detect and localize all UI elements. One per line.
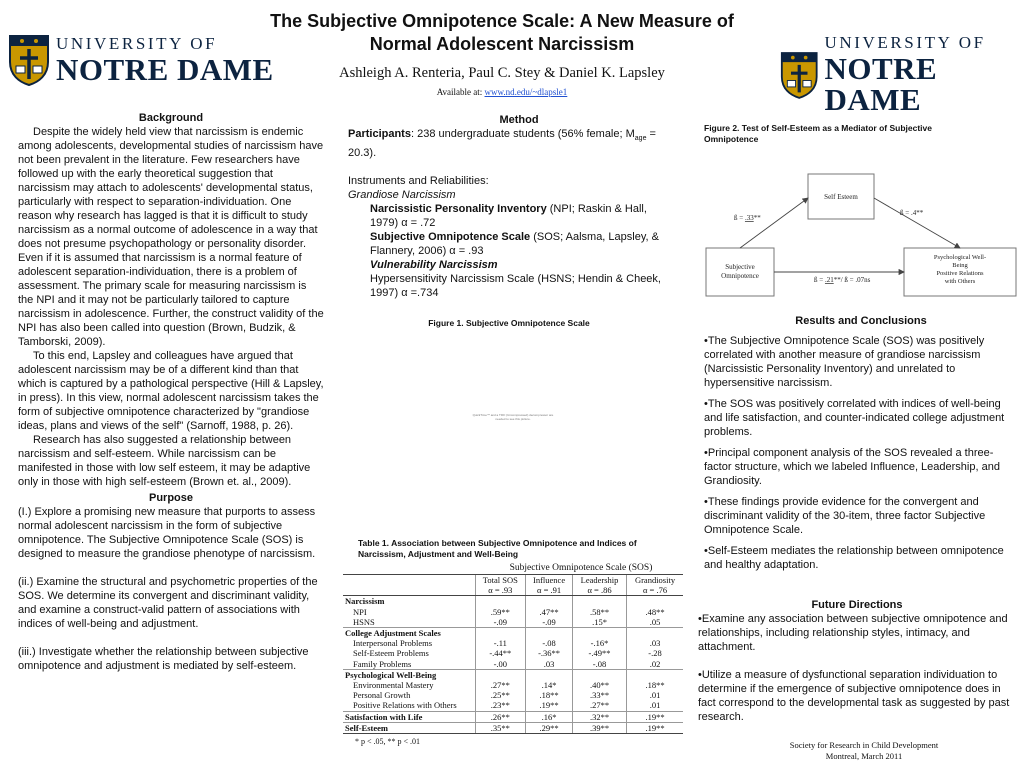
figure-1-caption: Figure 1. Subjective Omnipotence Scale (428, 318, 590, 328)
figure-1 (348, 318, 670, 532)
participants-text (348, 127, 670, 160)
cell-value: .18** (627, 680, 683, 690)
table-row (343, 596, 683, 607)
figure-2-caption: Figure 2. Test of Self-Esteem as a Mediator of Subjective Omnipotence (704, 123, 932, 144)
future-heading: Future Directions (811, 599, 903, 611)
table-row (343, 690, 683, 700)
table-row (343, 607, 683, 617)
row-label: Satisfaction with Life (343, 711, 475, 722)
cell-value: .58** (573, 607, 627, 617)
instruments-heading: Instruments and Reliabilities: (348, 175, 489, 188)
figure-1-placeholder: QuickTime™ and a TIFF (Uncompressed) decompressor are needed to see this picture. (472, 413, 554, 421)
path-a-coefficient (734, 214, 761, 222)
npi-label: Narcissistic Personality Inventory (370, 203, 547, 216)
logo-line-university-of: UNIVERSITY OF (56, 34, 218, 53)
table-row (343, 722, 683, 733)
path-c-value: .21 (824, 276, 834, 284)
pwb-label-line-1: Psychological Well- (933, 254, 987, 261)
cell-value: .03 (526, 659, 573, 670)
row-label: Environmental Mastery (353, 680, 434, 691)
footer-line-1: Society for Research in Child Development (789, 740, 939, 750)
cell-value: .14* (526, 680, 573, 690)
table-row (343, 700, 683, 711)
column-alpha: α = .91 (537, 585, 562, 596)
column-header (475, 575, 526, 596)
row-label: HSNS (353, 616, 375, 627)
cell-value: .23** (475, 700, 526, 711)
results-bullet-1: •The Subjective Omnipotence Scale (SOS) was positively correlated with another measure of grandiose narcissism (Narcissistic Personality Inventory) and unrelated to hypersensitive narcissism. (704, 335, 985, 389)
footer-line-2: Montreal, March 2011 (825, 751, 903, 761)
cell-value (475, 669, 526, 680)
cell-value: .32** (573, 711, 627, 722)
results-bullet-4: •These findings provide evidence for the convergent and discriminant validity of the 30-item, three factor Subjective Omnipotence Scale. (704, 496, 986, 536)
cell-value: .27** (573, 700, 627, 711)
future-bullet-1: •Examine any association between subjective omnipotence and relationships, including relationship styles, intimacy, and attachment. (698, 613, 1008, 653)
cell-value (526, 596, 573, 607)
npi-rest: (NPI; Raskin & Hall, 1979) α = .72 (370, 203, 647, 230)
cell-value: .15* (573, 617, 627, 628)
cell-value: -.09 (475, 617, 526, 628)
row-label: Narcissism (343, 596, 475, 607)
cell-value: .26** (475, 711, 526, 722)
available-at (240, 87, 764, 97)
table-row (343, 628, 683, 639)
background-paragraph-3: Research has also suggested a relationship between narcissism and self-esteem. While narcissism can be manifested in those with low self esteem, it may be adaptive only in those with high self-esteem (Brown et. al., 2009). (18, 434, 311, 488)
poster-footer (760, 740, 968, 762)
participants-subscript: age (634, 135, 647, 143)
so-label-line-2: Omnipotence (721, 272, 759, 280)
cell-value: -.16* (573, 638, 627, 648)
cell-value: .19** (526, 700, 573, 711)
column-header (526, 575, 573, 596)
logo-line-notre-dame: NOTRE DAME (56, 52, 274, 87)
path-b-arrow (874, 198, 960, 248)
column-name: Total SOS (482, 575, 518, 585)
available-link[interactable]: www.nd.edu/~dlapsle1 (484, 87, 568, 97)
row-label: Family Problems (353, 658, 412, 669)
cell-value (627, 596, 683, 607)
cell-value (573, 596, 627, 607)
background-paragraph-2: To this end, Lapsley and colleagues have argued that adolescent narcissism may be of a different kind than that which is captured by a pathological perspective (Hill & Lapsley, in press). In this view, normal adolescent narcissism takes the form of subjective omnipotence characterized by "grandiose ideas, plans and views of the self" (Sarnoff, 1988, p. 26). (18, 350, 324, 432)
table-1 (343, 563, 683, 746)
logo-line-university-of: UNIVERSITY OF (824, 33, 986, 52)
background-paragraph-1: Despite the widely held view that narcissism is endemic among adolescents, developmental studies of narcissism have not been prevalent in the literature. Few researchers have followed up with the early theoretical suggestion that narcissism may attach to adolescents' developmental status, particularly with respect to separation-individuation. One reason why research has lagged is that it is difficult to study narcissism as a normal outcome of adolescence in a way that does not presume psychopathology or personality disorder. Even if it is assumed that narcissism is a normal feature of adolescent separation-individuation, there is a problem of assessment. The primary scale for measuring narcissism is the NPI and it may not be particularly tailored to capture narcissism in adolescence. Further, the construct validity of the NPI has also been called into question (Brown, Budzik, & Tamborski, 2009). (18, 126, 324, 348)
table-header-blank (343, 575, 475, 596)
column-alpha: α = .76 (642, 585, 668, 596)
cell-value (573, 628, 627, 639)
row-label: NPI (353, 606, 367, 617)
participants-label: Participants (348, 128, 411, 140)
cell-value: .01 (627, 690, 683, 700)
column-header (627, 575, 683, 596)
path-a-suffix: ** (753, 214, 761, 222)
method-section (348, 113, 670, 300)
cell-value: -.09 (526, 617, 573, 628)
table-row (343, 648, 683, 658)
cell-value: .47** (526, 607, 573, 617)
pwb-label-line-3: Positive Relations (936, 270, 984, 277)
column-alpha: α = .93 (488, 585, 513, 596)
column-alpha: α = .86 (587, 585, 612, 596)
background-heading: Background (138, 112, 204, 124)
column-name: Leadership (580, 575, 619, 585)
cell-value: .18** (526, 690, 573, 700)
available-label: Available at: (436, 87, 483, 97)
cell-value: -.11 (475, 638, 526, 648)
poster-title-line-1: The Subjective Omnipotence Scale: A New Measure of (270, 11, 734, 31)
cell-value: .33** (573, 690, 627, 700)
cell-value: .19** (627, 722, 683, 733)
results-section (704, 314, 1018, 579)
logo-line-notre-dame: NOTRE DAME (824, 51, 938, 117)
cell-value: -.49** (573, 648, 627, 658)
cell-value (475, 596, 526, 607)
path-a-arrow (740, 198, 808, 248)
row-label: Interpersonal Problems (353, 638, 433, 649)
sos-label: Subjective Omnipotence Scale (370, 231, 531, 244)
table-row (343, 659, 683, 670)
so-label-line-1: Subjective (725, 263, 755, 271)
column-header (573, 575, 627, 596)
cell-value: -.36** (526, 648, 573, 658)
cell-value: .27** (475, 680, 526, 690)
row-label: Positive Relations with Others (353, 700, 457, 711)
table-row (343, 669, 683, 680)
pwb-label-line-2: Being (952, 262, 968, 269)
cell-value (526, 669, 573, 680)
results-bullet-3: •Principal component analysis of the SOS revealed a three-factor structure, which we labeled Influence, Leadership, and Grandiosity. (704, 447, 1000, 487)
notre-dame-shield-icon (8, 34, 50, 86)
method-heading: Method (499, 114, 539, 126)
notre-dame-shield-icon (780, 49, 818, 101)
future-bullet-2: •Utilize a measure of dysfunctional separation individuation to determine if the emergence of subjective omnipotence does in fact correspond to the developmental task as suggested by past research. (698, 669, 1010, 723)
cell-value: .01 (627, 700, 683, 711)
cell-value: .25** (475, 690, 526, 700)
hsns-description: Hypersensitivity Narcissism Scale (HSNS; Hendin & Cheek, 1997) α =.734 (370, 273, 661, 300)
left-column (18, 111, 324, 687)
cell-value: .59** (475, 607, 526, 617)
cell-value: -.28 (627, 648, 683, 658)
results-bullet-5: •Self-Esteem mediates the relationship between omnipotence and healthy adaptation. (704, 545, 1004, 571)
cell-value: .05 (627, 617, 683, 628)
cell-value (573, 669, 627, 680)
participants-description: : 238 undergraduate students (56% female; M (410, 128, 635, 140)
self-esteem-label: Self Esteem (824, 193, 858, 201)
table-row (343, 638, 683, 648)
poster-title (240, 10, 764, 56)
path-a-prefix: ß = (734, 214, 745, 222)
figure-2-mediation-diagram (704, 168, 1020, 298)
purpose-item-2: (ii.) Examine the structural and psychometric properties of the SOS. We determine its convergent and discriminant validity, and examine a construct-valid pattern of associations with indices of well-being and adjustment. (18, 576, 318, 630)
row-label: Self-Esteem Problems (353, 648, 429, 659)
future-directions-section (698, 598, 1016, 724)
pwb-label-line-4: with Others (944, 278, 976, 285)
path-c-prefix: ß = (814, 276, 825, 284)
right-column (704, 123, 1016, 145)
cell-value: .03 (627, 638, 683, 648)
row-label: Self-Esteem (343, 722, 475, 733)
sos-rest: (SOS; Aalsma, Lapsley, & Flannery, 2006) α = .93 (370, 231, 659, 258)
path-c-suffix: **/ ß = .07ns (833, 276, 871, 284)
table-1-note: * p < .05, ** p < .01 (355, 737, 421, 747)
path-c-coefficient (814, 276, 871, 284)
grandiose-heading: Grandiose Narcissism (348, 189, 456, 202)
table-header-row (343, 575, 683, 596)
path-b-coefficient: ß = .4** (900, 209, 924, 217)
cell-value: .35** (475, 722, 526, 733)
npi-description (348, 202, 670, 230)
cell-value: .19** (627, 711, 683, 722)
table-1-scale-header: Subjective Omnipotence Scale (SOS) (509, 563, 653, 573)
poster-authors: Ashleigh A. Renteria, Paul C. Stey & Daniel K. Lapsley (339, 65, 665, 81)
cell-value: -.44** (475, 648, 526, 658)
cell-value (627, 628, 683, 639)
column-name: Grandiosity (634, 575, 676, 585)
cell-value: -.00 (475, 659, 526, 670)
notre-dame-logo-left (8, 34, 274, 86)
poster-header (240, 10, 764, 97)
notre-dame-logo-right (780, 34, 1024, 115)
cell-value: .16* (526, 711, 573, 722)
purpose-item-3: (iii.) Investigate whether the relationship between subjective omnipotence and adjustment is mediated by self-esteem. (18, 646, 309, 672)
participants-end: = 20.3). (348, 128, 656, 160)
table-row (343, 617, 683, 628)
row-label: Psychological Well-Being (343, 669, 475, 680)
row-label: College Adjustment Scales (343, 628, 475, 639)
cell-value: .39** (573, 722, 627, 733)
cell-value: .40** (573, 680, 627, 690)
cell-value: -.08 (526, 638, 573, 648)
row-label: Personal Growth (353, 690, 411, 701)
cell-value: .02 (627, 659, 683, 670)
sos-description (348, 230, 670, 258)
cell-value (627, 669, 683, 680)
results-table (343, 574, 683, 734)
cell-value (526, 628, 573, 639)
path-a-value: .33 (744, 214, 754, 222)
cell-value: -.08 (573, 659, 627, 670)
vulnerability-heading: Vulnerability Narcissism (370, 259, 498, 272)
results-heading: Results and Conclusions (795, 315, 927, 327)
cell-value: .29** (526, 722, 573, 733)
column-name: Influence (533, 575, 566, 585)
purpose-heading: Purpose (148, 492, 193, 504)
poster-title-line-2: Normal Adolescent Narcissism (369, 34, 635, 54)
table-row (343, 680, 683, 690)
results-bullet-2: •The SOS was positively correlated with indices of well-being and life satisfaction, and counter-indicated college adjustment problems. (704, 398, 1005, 438)
purpose-item-1: (I.) Explore a promising new measure that purports to assess normal adolescent narcissism in the form of subjective omnipotence. The Subjective Omnipotence Scale (SOS) is designed to measure the grandiose phenotype of narcissism. (18, 506, 316, 560)
cell-value (475, 628, 526, 639)
table-1-caption: Table 1. Association between Subjective Omnipotence and Indices of Narcissism, Adjustment and Well-Being (358, 538, 637, 559)
table-row (343, 711, 683, 722)
cell-value: .48** (627, 607, 683, 617)
